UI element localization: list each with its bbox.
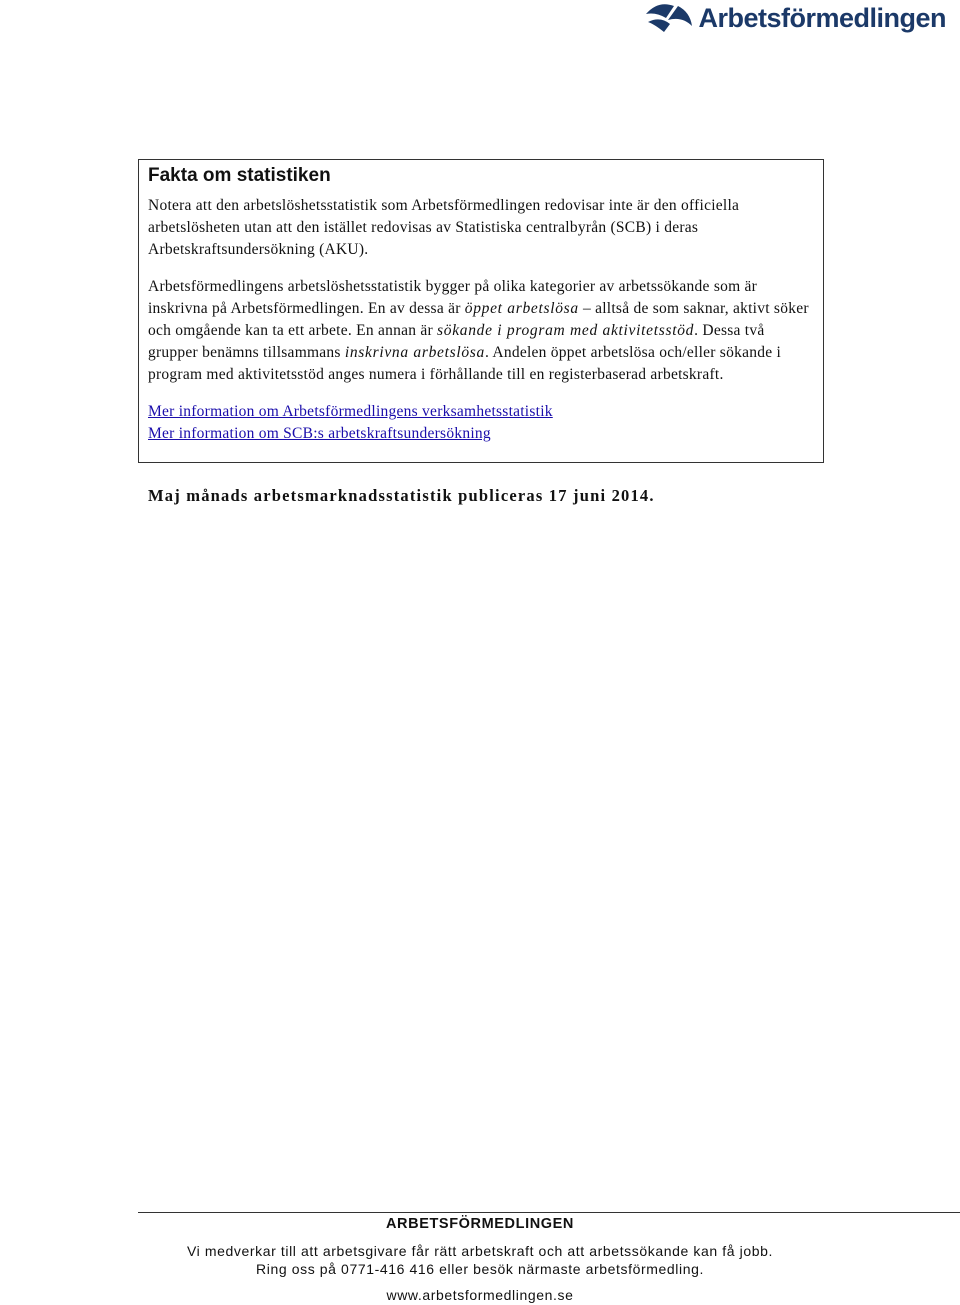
arbetsformedlingen-logo-icon: [644, 2, 694, 34]
link-scb-aku[interactable]: Mer information om SCB:s arbetskraftsundersökning: [148, 425, 491, 443]
facts-paragraph-2: [148, 276, 814, 385]
facts-p2-term-sokande-i-program: sökande i program med aktivitetsstöd: [437, 321, 695, 339]
footer-contact: Ring oss på 0771-416 416 eller besök närmaste arbetsförmedling.: [256, 1261, 704, 1277]
footer-website: www.arbetsformedlingen.se: [386, 1287, 574, 1303]
facts-p2-text-2: – alltså de som saknar, aktivt söker och omgående kan ta ett arbete. En annan är: [148, 300, 809, 339]
facts-p2-term-oppet-arbetslosa: öppet arbetslösa: [464, 300, 579, 318]
facts-p2-text-3: . Dessa två grupper benämns tillsammans: [148, 321, 765, 361]
link-verksamhetsstatistik[interactable]: Mer information om Arbetsförmedlingens verksamhetsstatistik: [148, 403, 553, 421]
facts-paragraph-1: Notera att den arbetslöshetsstatistik som Arbetsförmedlingen redovisar inte är den officiella arbetslösheten utan att den istället redovisas av Statistiska centralbyrån (SCB) i deras Arbetskraftsundersökning (AKU).: [148, 197, 740, 258]
footer-tagline: Vi medverkar till att arbetsgivare får rätt arbetskraft och att arbetssökande kan få jobb.: [186, 1243, 773, 1259]
logo-wordmark: Arbetsförmedlingen: [698, 3, 946, 33]
header-logo: [644, 2, 946, 34]
facts-links: [148, 401, 814, 445]
facts-p2-term-inskrivna-arbetslosa: inskrivna arbetslösa: [344, 343, 485, 361]
facts-p2-text-1: Arbetsförmedlingens arbetslöshetsstatistik bygger på olika kategorier av arbetssökande som är inskrivna på Arbetsförmedlingen. En av dessa är: [148, 278, 758, 318]
footer-organization: ARBETSFÖRMEDLINGEN: [385, 1216, 575, 1232]
facts-box: [138, 159, 824, 463]
publish-date-note: Maj månads arbetsmarknadsstatistik publiceras 17 juni 2014.: [148, 486, 655, 505]
facts-title: Fakta om statistiken: [148, 165, 331, 186]
footer-divider: [138, 1212, 960, 1213]
facts-p2-text-4: . Andelen öppet arbetslösa och/eller sökande i program med aktivitetsstöd anges numera i förhållande till en registerbaserad arbetskraft.: [148, 343, 782, 383]
